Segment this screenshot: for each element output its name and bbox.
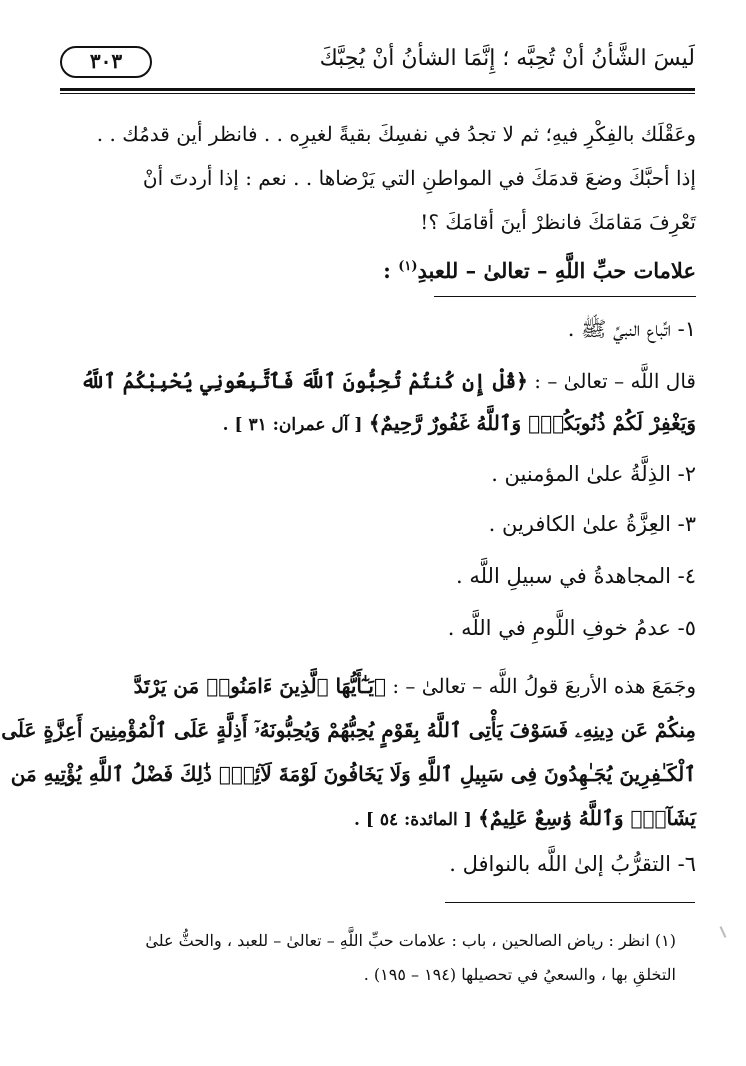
verse-2-line	[51, 664, 696, 708]
intro-paragraph	[51, 112, 696, 244]
list-item-2: ٢- الذِلَّةُ علىٰ المؤمنين .	[491, 462, 696, 486]
section-heading	[383, 258, 696, 283]
verse-1-reference: [ آل عمران: ٣١ ] .	[222, 415, 363, 435]
footnote-rule	[445, 902, 695, 903]
verse-1-text: وَيَغْفِرْ لَكُمْ ذُنُوبَكُمْۗ وَٱللَّهُ غَفُورٌ رَّحِيمٌ﴾	[368, 411, 696, 435]
list-item-4: ٤- المجاهدةُ في سبيلِ اللَّه .	[455, 564, 696, 588]
verse-2-block	[1, 664, 696, 842]
verse-2-line	[51, 796, 696, 842]
section-heading-colon: :	[383, 258, 391, 283]
footnote-line: (١) انظر : رياض الصالحين ، باب : علامات حبِّ اللَّهِ – تعالىٰ – للعبد ، والحثُّ علىٰ	[145, 931, 676, 950]
heading-underline	[434, 296, 696, 297]
verse-2-reference: [ المائدة: ٥٤ ] .	[354, 810, 472, 830]
intro-line: إذا أحبَّكَ وضعَ قدمَكَ في المواطنِ التي يَرْضاها . . نعم : إذا أردتَ أنْ	[142, 166, 696, 190]
verse-1-text: ﴿قُلْ إِن كُنتُمْ تُحِبُّونَ ٱللَّهَ فَٱتَّبِعُونِي يُحْبِبْكُمُ ٱللَّهُ	[80, 369, 528, 393]
verse-1-line	[51, 402, 696, 446]
list-item-1: ١- اتِّباع النبيِّ ﷺ .	[567, 317, 696, 341]
verse-1-intro: قال اللَّه – تعالىٰ – :	[534, 369, 696, 393]
footnote-reference: (١)	[398, 259, 418, 274]
intro-line: وعَقْلَك بالفِكْرِ فيهِ؛ ثم لا تجدُ في نفسِكَ بقيةً لغيرِه . . فانظر أين قدمُك . .	[96, 122, 696, 146]
verse-1-line	[51, 360, 696, 402]
verse-2-text: مِنكُمْ عَن دِينِهِۦ فَسَوْفَ يَأْتِى ٱللَّهُ بِقَوْمٍ يُحِبُّهُمْ وَيُحِبُّونَهُۥٓ أَذِلَّةٍ عَلَى ٱلْمُؤْمِنِينَ أَعِزَّةٍ عَلَى	[1, 718, 696, 742]
running-header	[60, 38, 695, 86]
verse-2-text: يَشَآءُۚ وَٱللَّهُ وَٰسِعٌ عَلِيمٌ﴾	[478, 806, 696, 830]
section-heading-text: علامات حبِّ اللَّهِ – تعالىٰ – للعبدِ	[417, 258, 696, 283]
footnote-line: التخلقِ بها ، والسعيُ في تحصيلها (١٩٤ – ١٩٥) .	[363, 965, 676, 984]
list-item-5: ٥- عدمُ خوفِ اللَّومِ في اللَّه .	[447, 616, 696, 640]
footnote	[71, 924, 676, 992]
header-rule	[60, 88, 695, 94]
page-number-badge: ٣٠٣	[60, 46, 152, 78]
intro-line: تَعْرِفَ مَقامَكَ فانظرْ أينَ أقامَكَ ؟!	[420, 210, 696, 234]
verse-1-block	[51, 360, 696, 446]
list-item-3: ٣- العِزَّةُ علىٰ الكافرين .	[488, 512, 696, 536]
running-title: لَيسَ الشَّأنُ أنْ تُحِبَّه ؛ إِنَّمَا الشأنُ أنْ يُحِبَّكَ	[319, 46, 695, 71]
list-item-6: ٦- التقرُّبُ إلىٰ اللَّه بالنوافل .	[449, 852, 696, 876]
verse-2-text: ٱلْكَـٰفِرِينَ يُجَـٰهِدُونَ فِى سَبِيلِ ٱللَّهِ وَلَا يَخَافُونَ لَوْمَةَ لَآئِمٍۚ ذَٰلِكَ فَضْلُ ٱللَّهِ يُؤْتِيهِ مَن	[10, 762, 696, 786]
verse-2-intro: وجَمَعَ هذه الأربعَ قولُ اللَّه – تعالىٰ – :	[392, 674, 696, 698]
verse-2-text: ﴿يَـٰٓأَيُّهَا ٱلَّذِينَ ءَامَنُوا۟ مَن يَرْتَدَّ	[133, 674, 386, 698]
scan-artifact-mark	[720, 926, 727, 938]
